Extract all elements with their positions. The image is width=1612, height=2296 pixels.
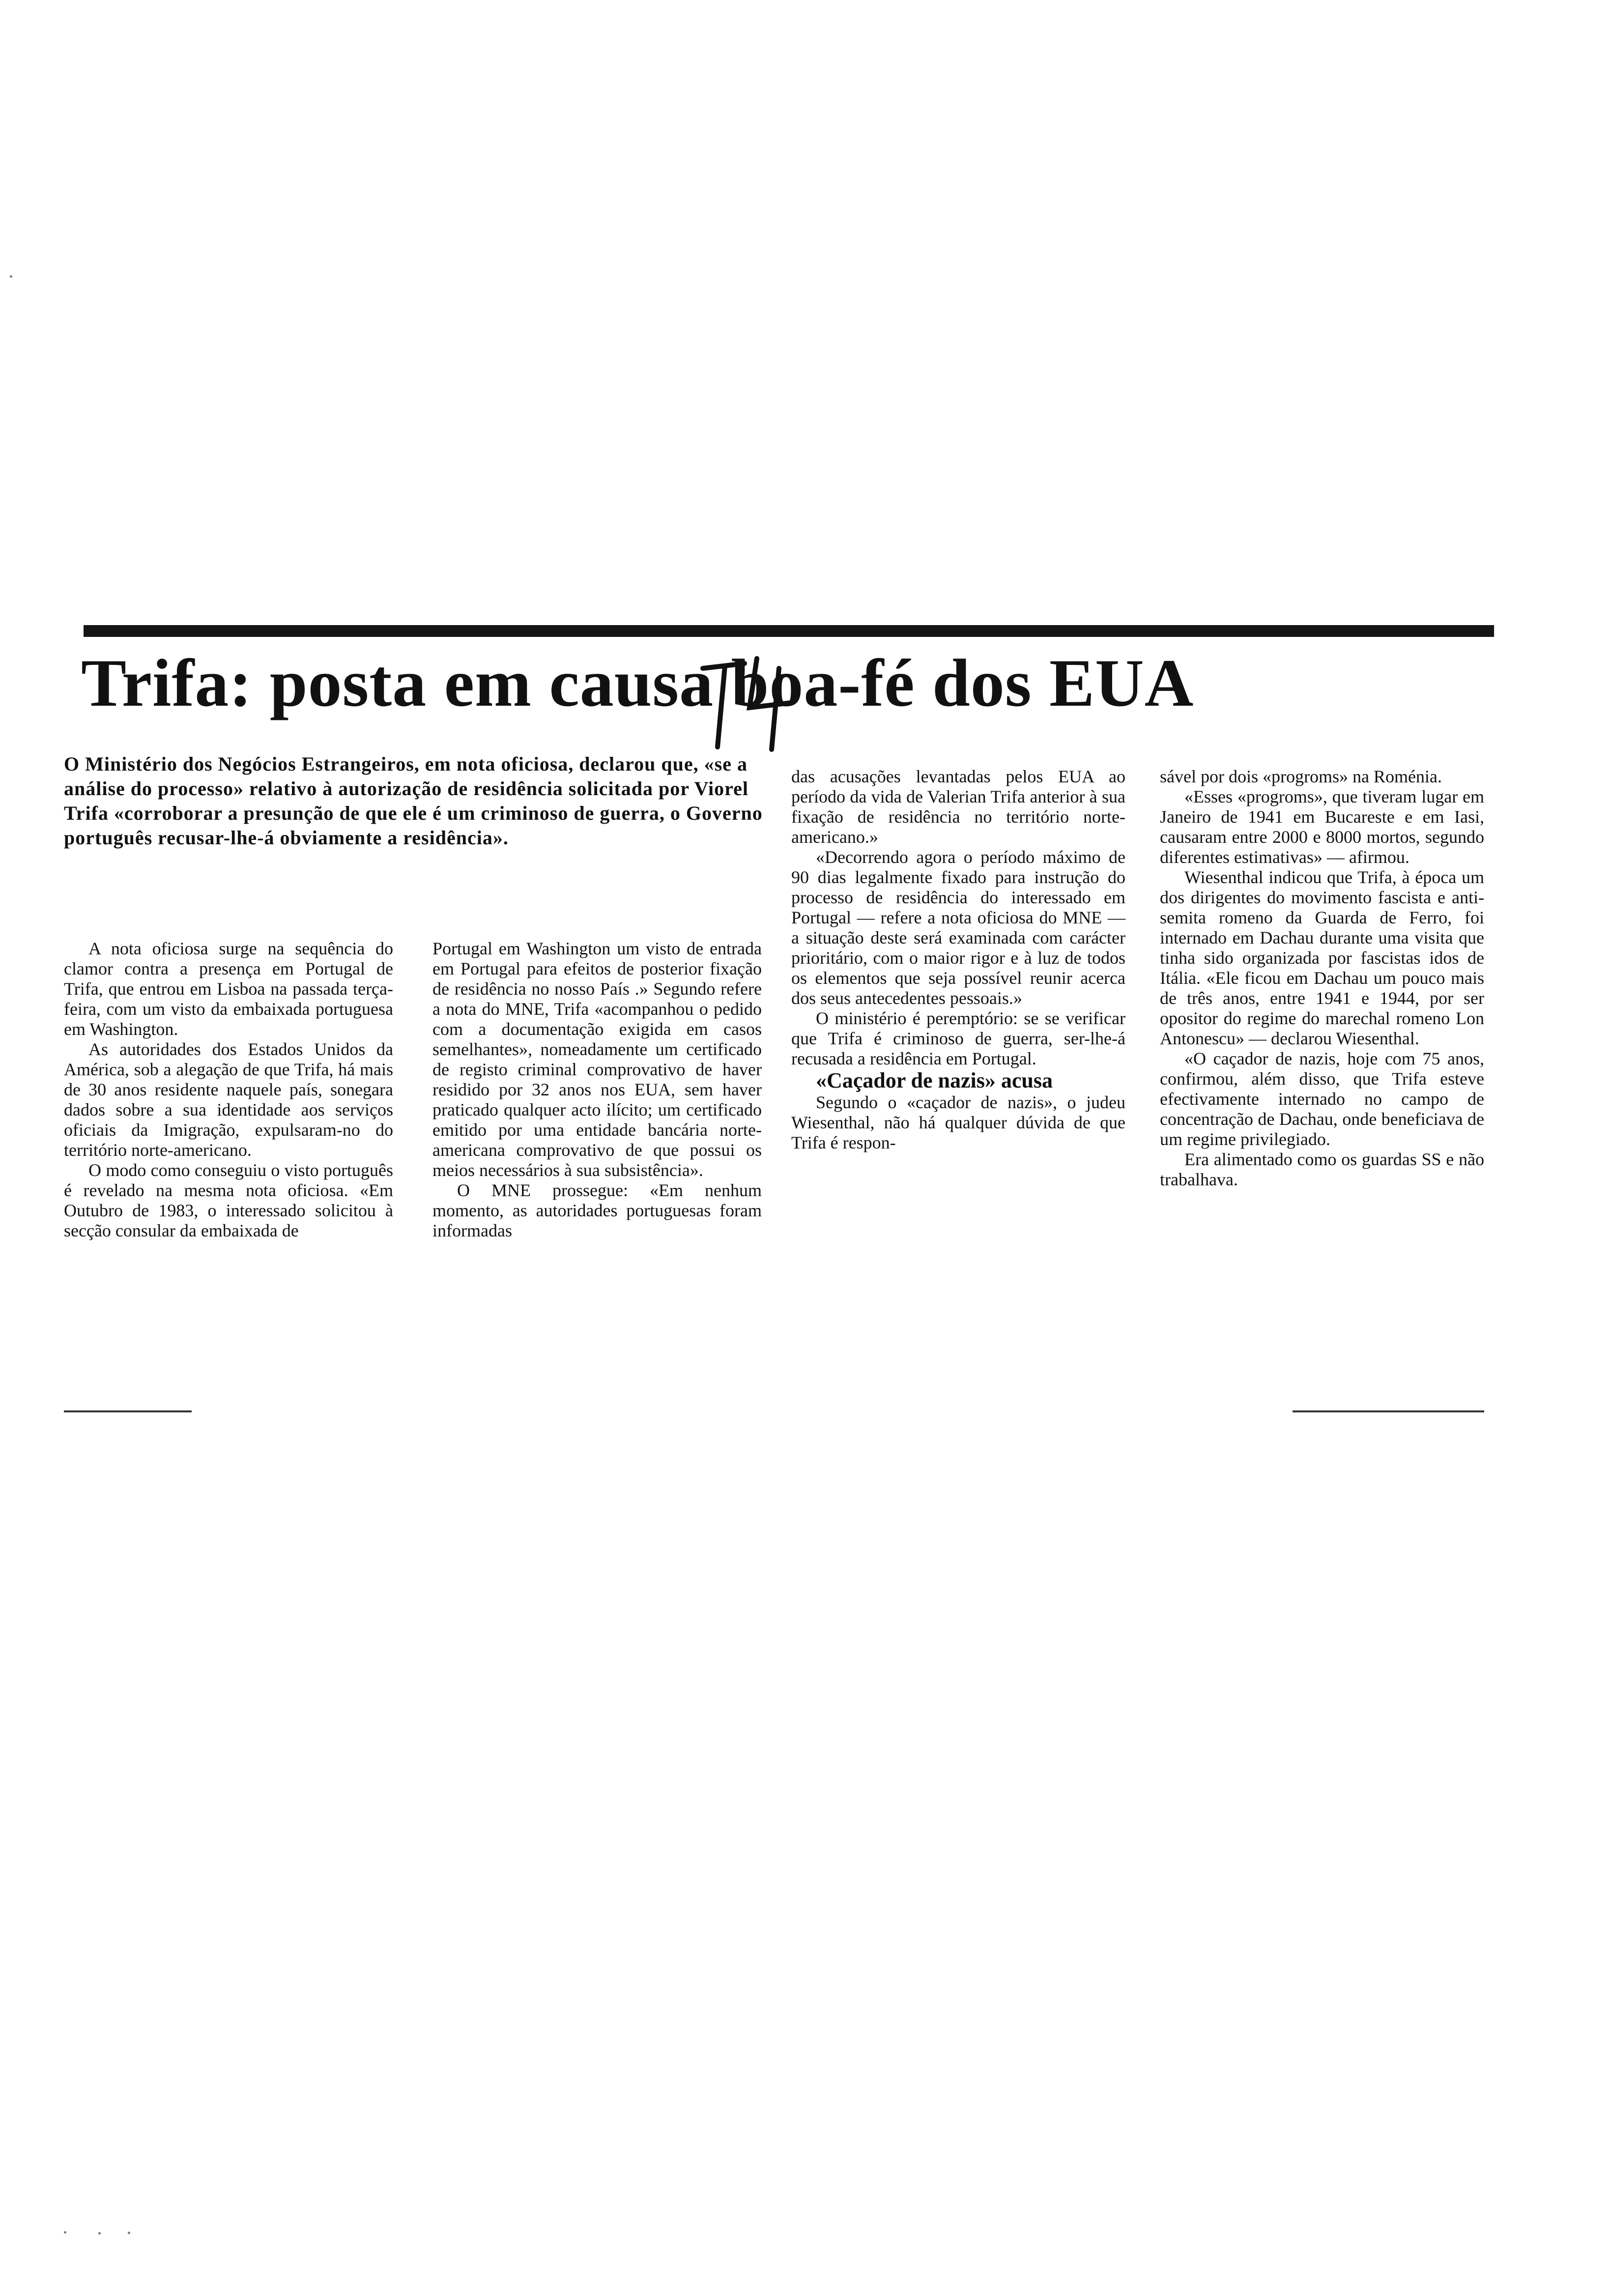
column-2 [432,939,762,1241]
lead-paragraph: O Ministério dos Negócios Estrangeiros, em nota oficiosa, declarou que, «se a análise do processo» relativo à autorização de residência solicitada por Viorel Trifa «corroborar a presunção de que ele é um criminoso de guerra, o Governo português recusar-lhe-á obviamente a residência». [64,753,763,849]
column-end-rule [64,1410,192,1412]
column-4 [1160,767,1484,1190]
col1-paragraph: As autoridades dos Estados Unidos da América, sob a alegação de que Trifa, há mais de 30 anos residente naquele país, sonegara dados sobre a sua identidade aos serviços oficiais da Imigração, expulsaram-no do território norte-americano. [64,1039,393,1160]
headline: Trifa: posta em causa boa-fé dos EUA [81,645,1194,720]
column-end-rule [1293,1410,1484,1412]
newspaper-clipping [54,619,1499,1415]
col4-paragraph: Wiesenthal indicou que Trifa, à época um dos dirigentes do movimento fascista e anti-semita romeno da Guarda de Ferro, foi internado em Dachau durante uma visita que tinha sido organizada por fascistas idos de Itália. «Ele ficou em Dachau um pouco mais de três anos, entre 1941 e 1944, por ser opositor do regime do marechal romeno Lon Antonescu» — declarou Wiesenthal. [1160,867,1484,1048]
scan-speck [64,2231,66,2234]
col2-paragraph: O MNE prossegue: «Em nenhum momento, as autoridades portuguesas foram informadas [432,1180,762,1240]
col3-paragraph: Segundo o «caçador de nazis», o judeu Wiesenthal, não há qualquer dúvida de que Trifa é respon- [791,1092,1125,1152]
scan-speck [98,2232,101,2235]
column-3 [791,767,1125,1153]
col4-paragraph: «Esses «progroms», que tiveram lugar em Janeiro de 1941 em Bucareste e em Iasi, causaram entre 2000 e 8000 mortos, segundo diferentes estimativas» — afirmou. [1160,787,1484,867]
handwritten-mark [698,649,796,752]
top-rule [84,625,1494,637]
column-1 [64,939,393,1241]
col3-paragraph: das acusações levantadas pelos EUA ao período da vida de Valerian Trifa anterior à sua fixação de residência no território norte-americano.» [791,767,1125,847]
scan-speck [10,275,12,278]
scan-speck [128,2232,130,2234]
col4-paragraph: «O caçador de nazis, hoje com 75 anos, confirmou, além disso, que Trifa esteve efectivamente internado no campo de concentração de Dachau, onde beneficiava de um regime privilegiado. [1160,1049,1484,1149]
section-subhead: «Caçador de nazis» acusa [816,1068,1053,1092]
col1-paragraph: A nota oficiosa surge na sequência do clamor contra a presença em Portugal de Trifa, que entrou em Lisboa na passada terça-feira, com um visto da embaixada portuguesa em Washington. [64,939,393,1039]
col3-paragraph: O ministério é peremptório: se se verificar que Trifa é criminoso de guerra, ser-lhe-á recusada a residência em Portugal. [791,1008,1125,1068]
col3-paragraph: «Decorrendo agora o período máximo de 90 dias legalmente fixado para instrução do processo de residência do interessado em Portugal — refere a nota oficiosa do MNE — a situação deste será examinada com carácter prioritário, com o maior rigor e à luz de todos os elementos que seja possível reunir acerca dos seus antecedentes pessoais.» [791,847,1125,1008]
col4-paragraph: Era alimentado como os guardas SS e não trabalhava. [1160,1149,1484,1189]
col2-paragraph: Portugal em Washington um visto de entrada em Portugal para efeitos de posterior fixação de residência no nosso País .» Segundo refere a nota do MNE, Trifa «acompanhou o pedido com a documentação exigida em casos semelhantes», nomeadamente um certificado de registo criminal comprovativo de haver residido por 32 anos nos EUA, sem haver praticado qualquer acto ilícito; um certificado emitido por uma entidade bancária norte-americana comprovativo de que possui os meios necessários à sua subsistência». [432,939,762,1180]
col1-paragraph: O modo como conseguiu o visto português é revelado na mesma nota oficiosa. «Em Outubro de 1983, o interessado solicitou à secção consular da embaixada de [64,1160,393,1240]
col4-paragraph: sável por dois «progroms» na Roménia. [1160,767,1442,786]
